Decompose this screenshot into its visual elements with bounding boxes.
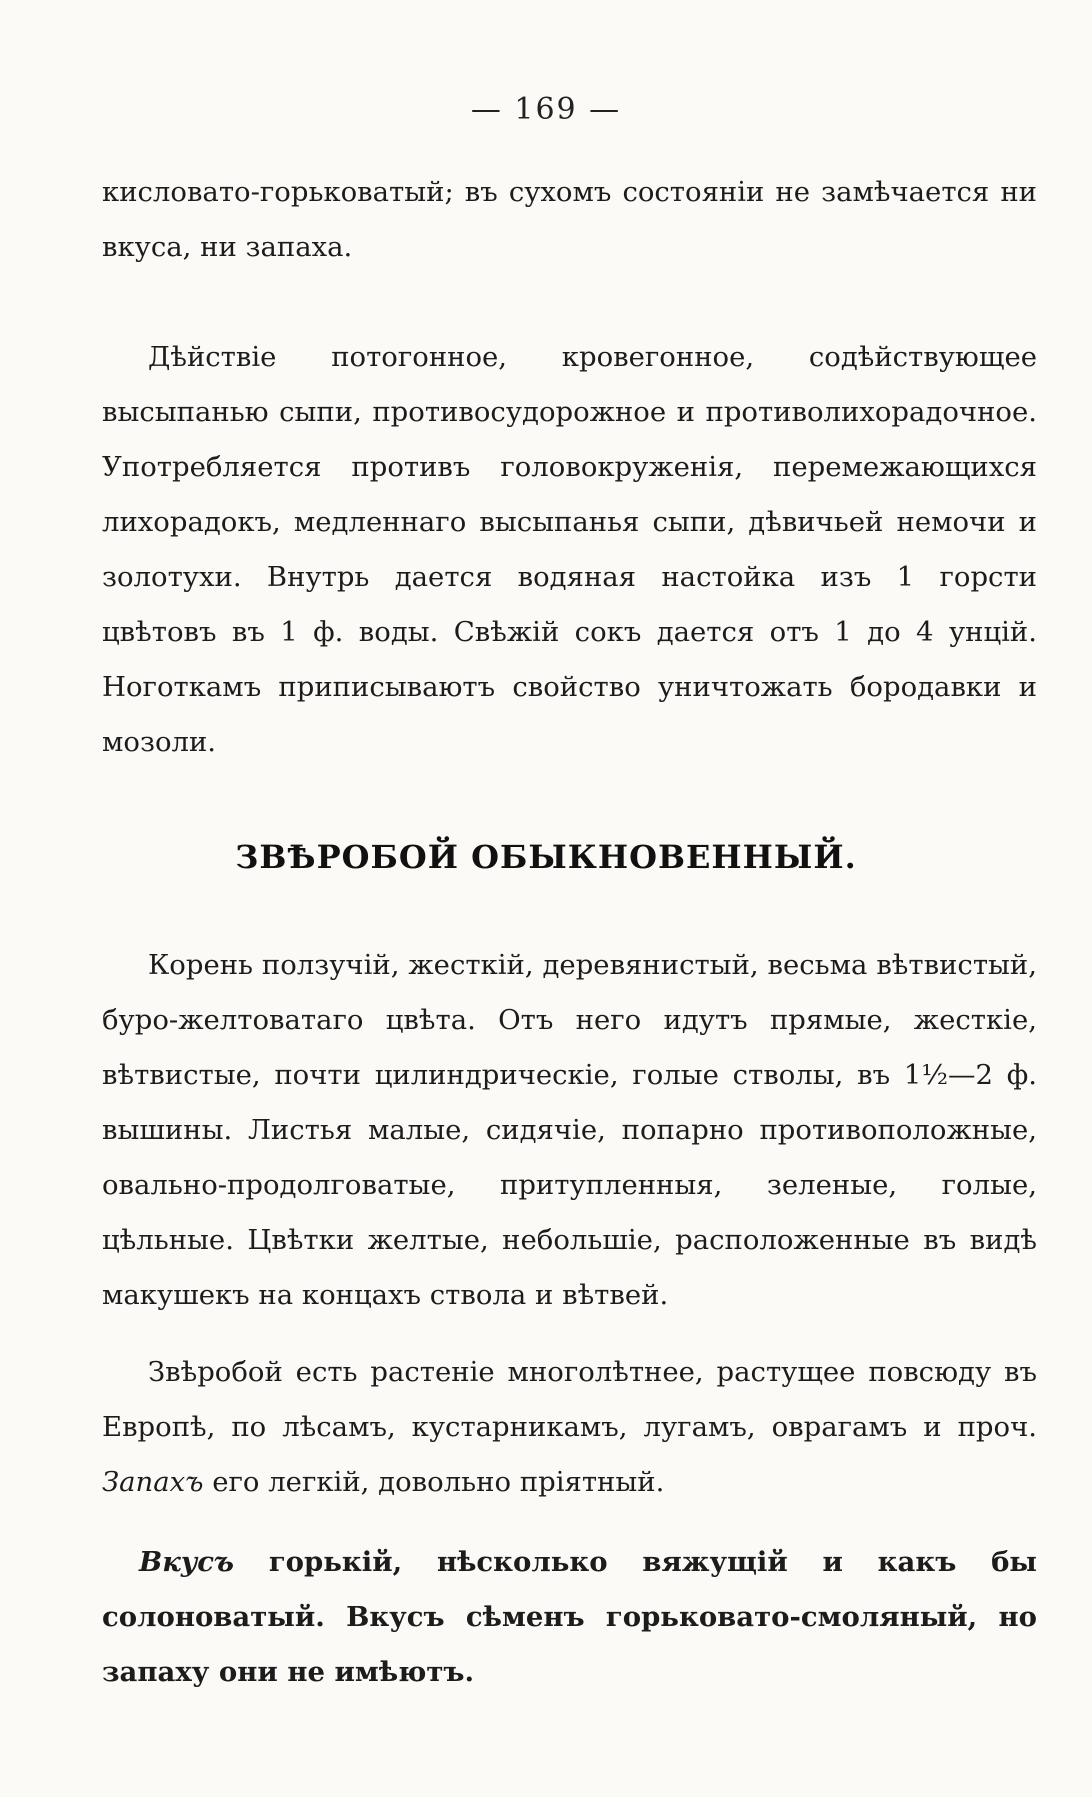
- smell-text: его легкій, довольно пріятный.: [212, 1466, 665, 1498]
- taste-paragraph: [102, 1535, 1037, 1700]
- description-paragraph: Корень ползучій, жесткій, деревянистый, весьма вѣтвистый, буро-желтоватаго цвѣта. Отъ него идутъ прямые, жесткіе, вѣтвистые, почти цилиндрическіе, голые стволы, въ 1½—2 ф. вышины. Листья малые, сидячіе, попарно противоположные, овально-продолговатые, притупленныя, зеленые, голые, цѣльные. Цвѣтки желтые, небольшіе, расположенные въ видѣ макушекъ на концахъ ствола и вѣтвей.: [102, 949, 1037, 1311]
- page-number: — 169 —: [470, 92, 622, 127]
- habitat-paragraph: [102, 1345, 1037, 1510]
- section-heading: ЗВѢРОБОЙ ОБЫКНОВЕННЫЙ.: [235, 838, 857, 876]
- habitat-text: Звѣробой есть растеніе многолѣтнее, растущее повсюду въ Европѣ, по лѣсамъ, кустарникамъ, лугамъ, оврагамъ и проч.: [102, 1356, 1037, 1443]
- action-paragraph: Дѣйствіе потогонное, кровегонное, содѣйствующее высыпанью сыпи, противосудорожное и противолихорадочное. Употребляется противъ головокруженія, перемежающихся лихорадокъ, медленнаго высыпанья сыпи, дѣвичьей немочи и золотухи. Внутрь дается водяная настойка изъ 1 горсти цвѣтовъ въ 1 ф. воды. Свѣжій сокъ дается отъ 1 до 4 унцій. Ноготкамъ приписываютъ свойство уничтожать бородавки и мозоли.: [102, 341, 1037, 758]
- taste-lead-word: Вкусъ: [139, 1546, 235, 1578]
- taste-text: горькій, нѣсколько вяжущій и какъ бы солоноватый. Вкусъ сѣменъ горьковато-смоляный, но запаху они не имѣютъ.: [102, 1546, 1037, 1688]
- continued-paragraph: кисловато-горьковатый; въ сухомъ состояніи не замѣчается ни вкуса, ни запаха.: [102, 176, 1037, 263]
- smell-lead-word: Запахъ: [102, 1466, 204, 1498]
